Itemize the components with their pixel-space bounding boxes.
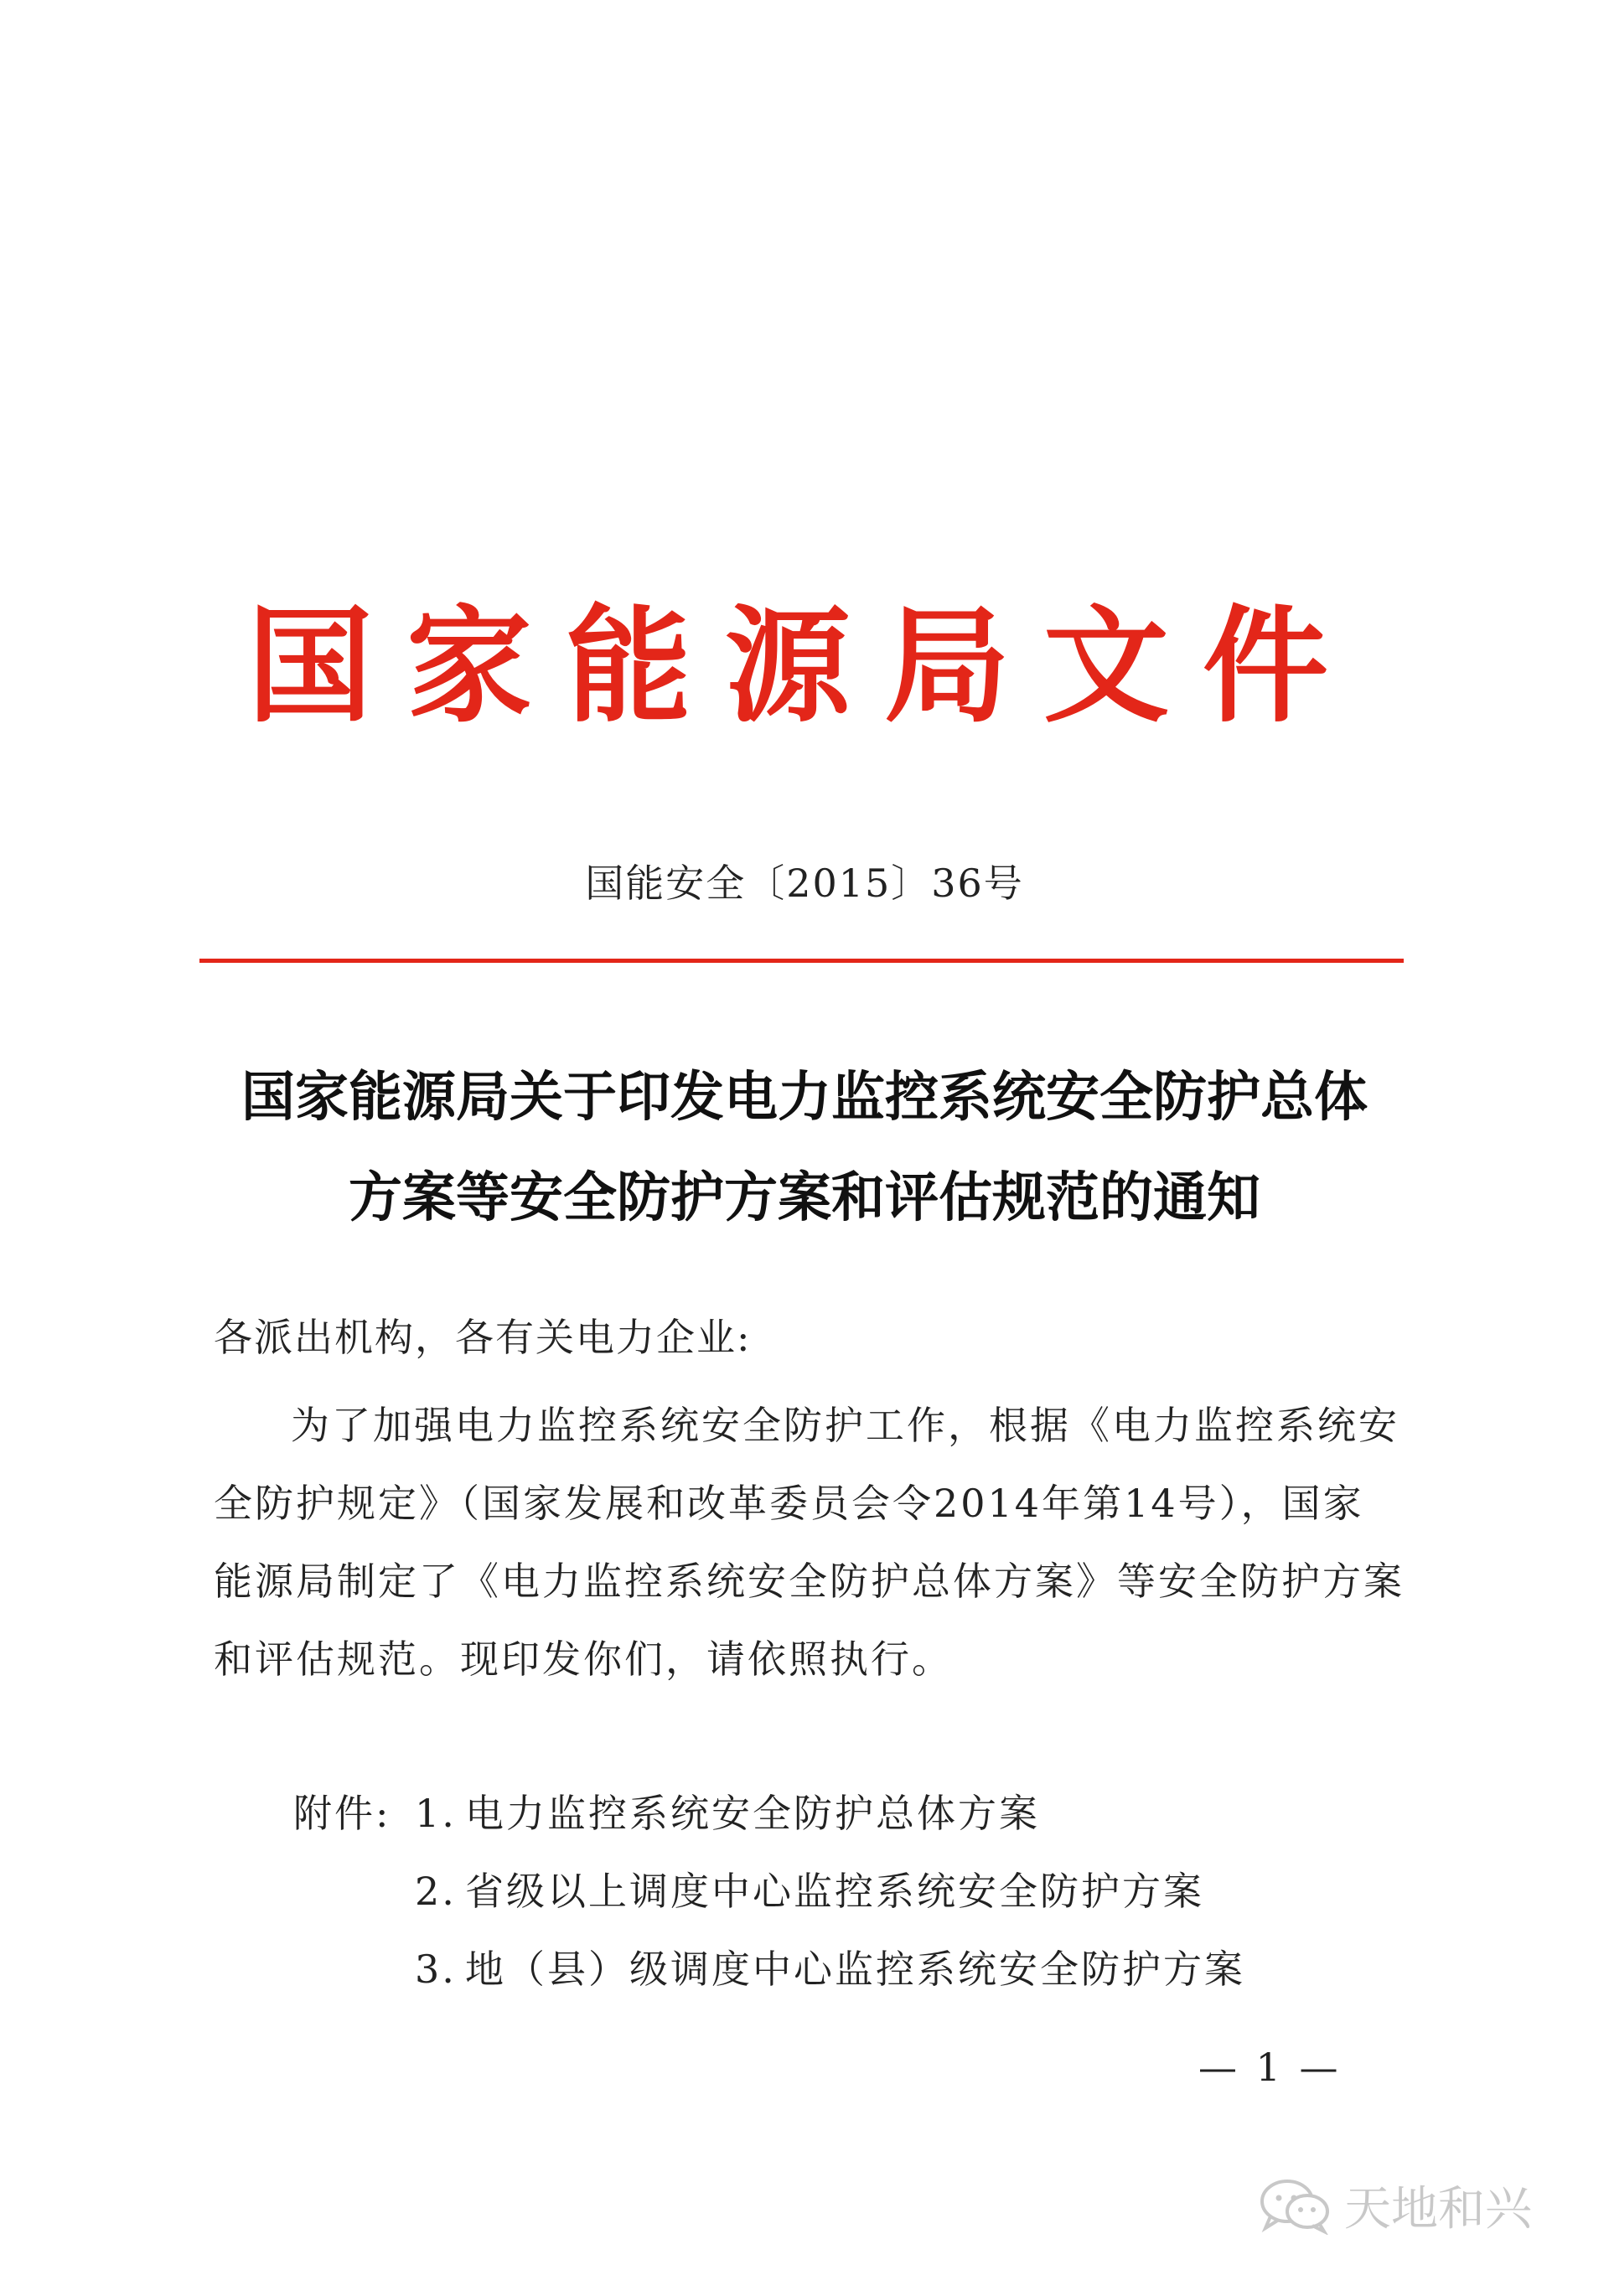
attachment-text: 省级以上调度中心监控系统安全防护方案 [465, 1869, 1204, 1914]
attachments-label: 附件: [293, 1791, 391, 1836]
watermark-text: 天地和兴 [1344, 2182, 1532, 2237]
attachment-text: 电力监控系统安全防护总体方案 [465, 1791, 1040, 1836]
wechat-icon [1257, 2176, 1332, 2235]
document-number: 国能安全〔2015〕36号 [585, 861, 1024, 906]
attachment-number: 3. [415, 1947, 457, 1992]
red-divider-line [199, 959, 1404, 963]
body-line-2: 全防护规定》（国家发展和改革委员会令2014年第14号），国家 [214, 1481, 1364, 1526]
notice-title-line-1: 国家能源局关于印发电力监控系统安全防护总体 [241, 1066, 1368, 1129]
body-line-3: 能源局制定了《电力监控系统安全防护总体方案》等安全防护方案 [214, 1559, 1405, 1604]
attachment-item [293, 1931, 1245, 2009]
attachment-item [293, 1775, 1245, 1853]
notice-title-line-2: 方案等安全防护方案和评估规范的通知 [349, 1166, 1260, 1229]
notice-title [0, 1047, 1609, 1249]
body-line-4: 和评估规范。现印发你们，请依照执行。 [214, 1637, 953, 1682]
attachment-item [293, 1853, 1245, 1931]
watermark [1257, 2172, 1532, 2239]
salutation: 各派出机构，各有关电力企业: [214, 1315, 752, 1360]
attachment-text: 地（县）级调度中心监控系统安全防护方案 [465, 1947, 1245, 1992]
page-number: — 1 — [1198, 2045, 1342, 2090]
attachments-list [293, 1775, 1245, 2009]
body-line-1: 为了加强电力监控系统安全防护工作，根据《电力监控系统安 [291, 1403, 1399, 1448]
attachment-number: 2. [415, 1869, 457, 1914]
body-paragraph [214, 1387, 1404, 1699]
attachment-number: 1. [415, 1791, 457, 1836]
agency-file-title: 国家能源局文件 [246, 592, 1362, 740]
